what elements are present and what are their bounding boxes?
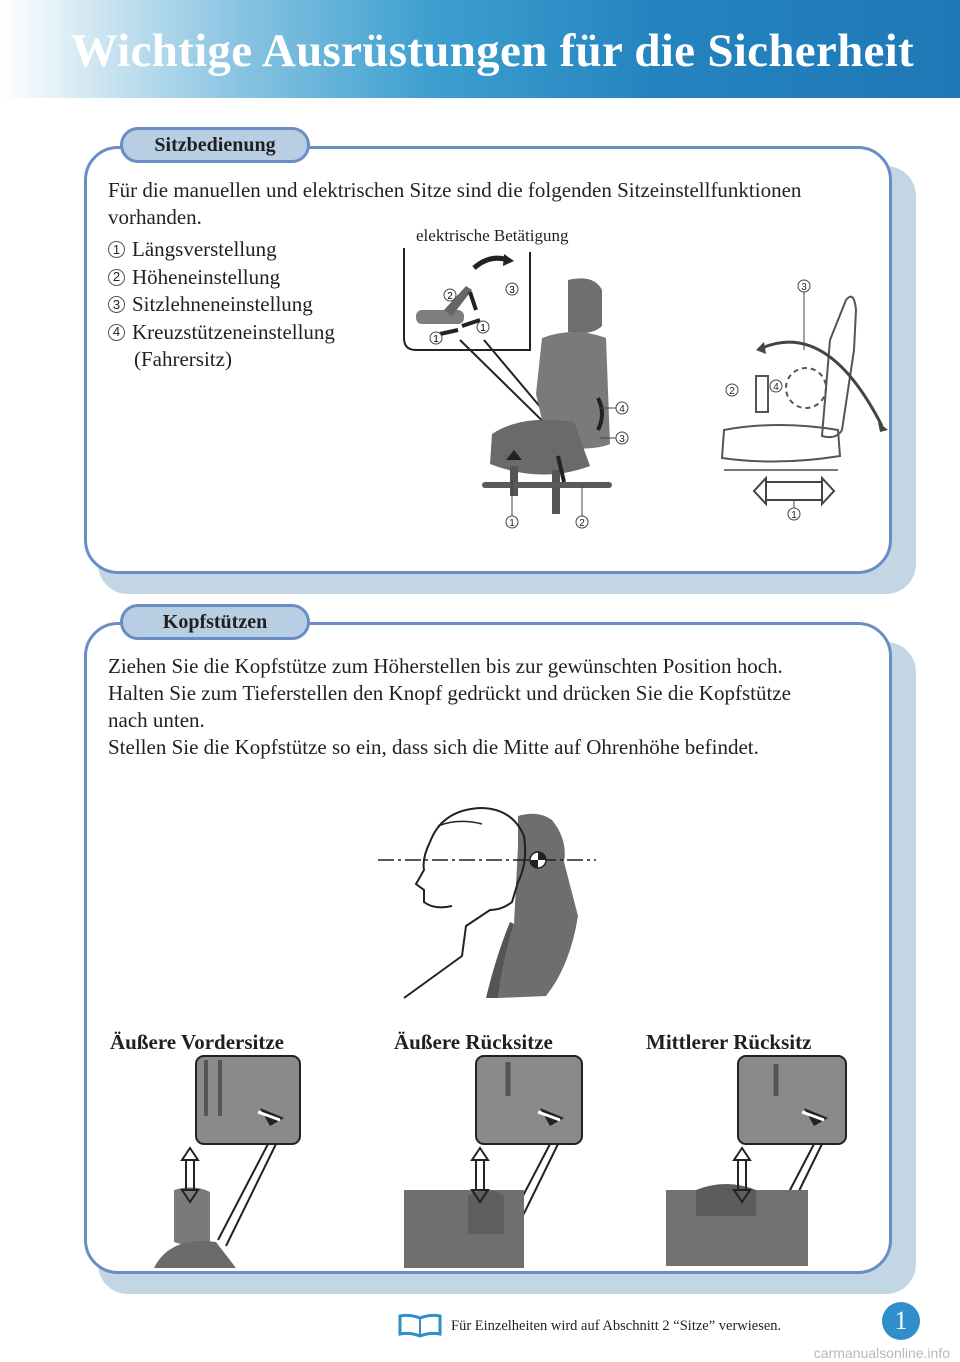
callout-3: 3 (801, 282, 807, 293)
watermark: carmanualsonline.info (813, 1345, 950, 1361)
front-outer-headrest-figure (150, 1056, 304, 1268)
seat-function-list (108, 236, 335, 374)
callout-3: 3 (619, 434, 625, 445)
seat-label-rear-middle: Mittlerer Rücksitz (646, 1030, 812, 1054)
callout-1: 1 (480, 323, 486, 334)
list-item (108, 291, 335, 319)
seat-label-front-outer: Äußere Vordersitze (110, 1030, 284, 1054)
rear-middle-headrest-figure (666, 1056, 848, 1268)
list-item (108, 236, 335, 264)
headrest-text-line-4: Stellen Sie die Kopfstütze so ein, dass sich die Mitte auf Ohrenhöhe befindet. (108, 735, 759, 759)
head-position-illustration (378, 806, 598, 998)
rear-outer-headrest-figure (404, 1056, 584, 1268)
seat-label-rear-outer: Äußere Rücksitze (394, 1030, 553, 1054)
headrest-text-line-2: Halten Sie zum Tieferstellen den Knopf gedrückt und drücken Sie die Kopfstütze (108, 681, 791, 705)
seat-intro-line-1: Für die manuellen und elektrischen Sitze sind die folgenden Sitzeinstellfunktionen (108, 178, 802, 202)
list-item-label: Höheneinstellung (132, 264, 281, 289)
page-title: Wichtige Ausrüstungen für die Sicherheit (70, 25, 914, 77)
headrest-text-line-3: nach unten. (108, 708, 205, 732)
list-item-label: Längsverstellung (132, 237, 277, 261)
callout-4: 4 (773, 382, 779, 393)
callout-1: 1 (791, 510, 797, 521)
callout-4: 4 (619, 404, 625, 415)
power-seat-illustration (482, 274, 642, 529)
callout-3: 3 (509, 285, 515, 296)
callout-1: 1 (433, 334, 439, 345)
manual-seat-illustration (718, 280, 894, 520)
header-banner (0, 0, 960, 98)
callout-2: 2 (579, 518, 585, 529)
headrest-section-tab: Kopfstützen (120, 604, 310, 640)
callout-2: 2 (447, 291, 453, 302)
list-item (108, 319, 335, 347)
list-item (108, 264, 335, 292)
number-badge: 3 (108, 296, 125, 313)
headrest-text-line-1: Ziehen Sie die Kopfstütze zum Höherstellen bis zur gewünschten Position hoch. (108, 654, 783, 678)
list-item-label: Sitzlehneneinstellung (132, 292, 313, 316)
callout-1: 1 (509, 518, 515, 529)
number-badge: 1 (108, 241, 125, 258)
book-icon (398, 1314, 442, 1338)
electric-caption: elektrische Betätigung (416, 226, 569, 245)
seat-intro-line-2: vorhanden. (108, 205, 202, 229)
number-badge: 4 (108, 324, 125, 341)
footer-reference-note: Für Einzelheiten wird auf Abschnitt 2 “Sitze” verwiesen. (451, 1318, 782, 1334)
list-item-sublabel: (Fahrersitz) (134, 347, 232, 371)
list-item-label: Kreuzstützeneinstellung (132, 319, 335, 344)
number-badge: 2 (108, 269, 125, 286)
seat-section-tab: Sitzbedienung (120, 127, 310, 163)
callout-2: 2 (729, 386, 735, 397)
page-number: 1 (882, 1302, 920, 1340)
